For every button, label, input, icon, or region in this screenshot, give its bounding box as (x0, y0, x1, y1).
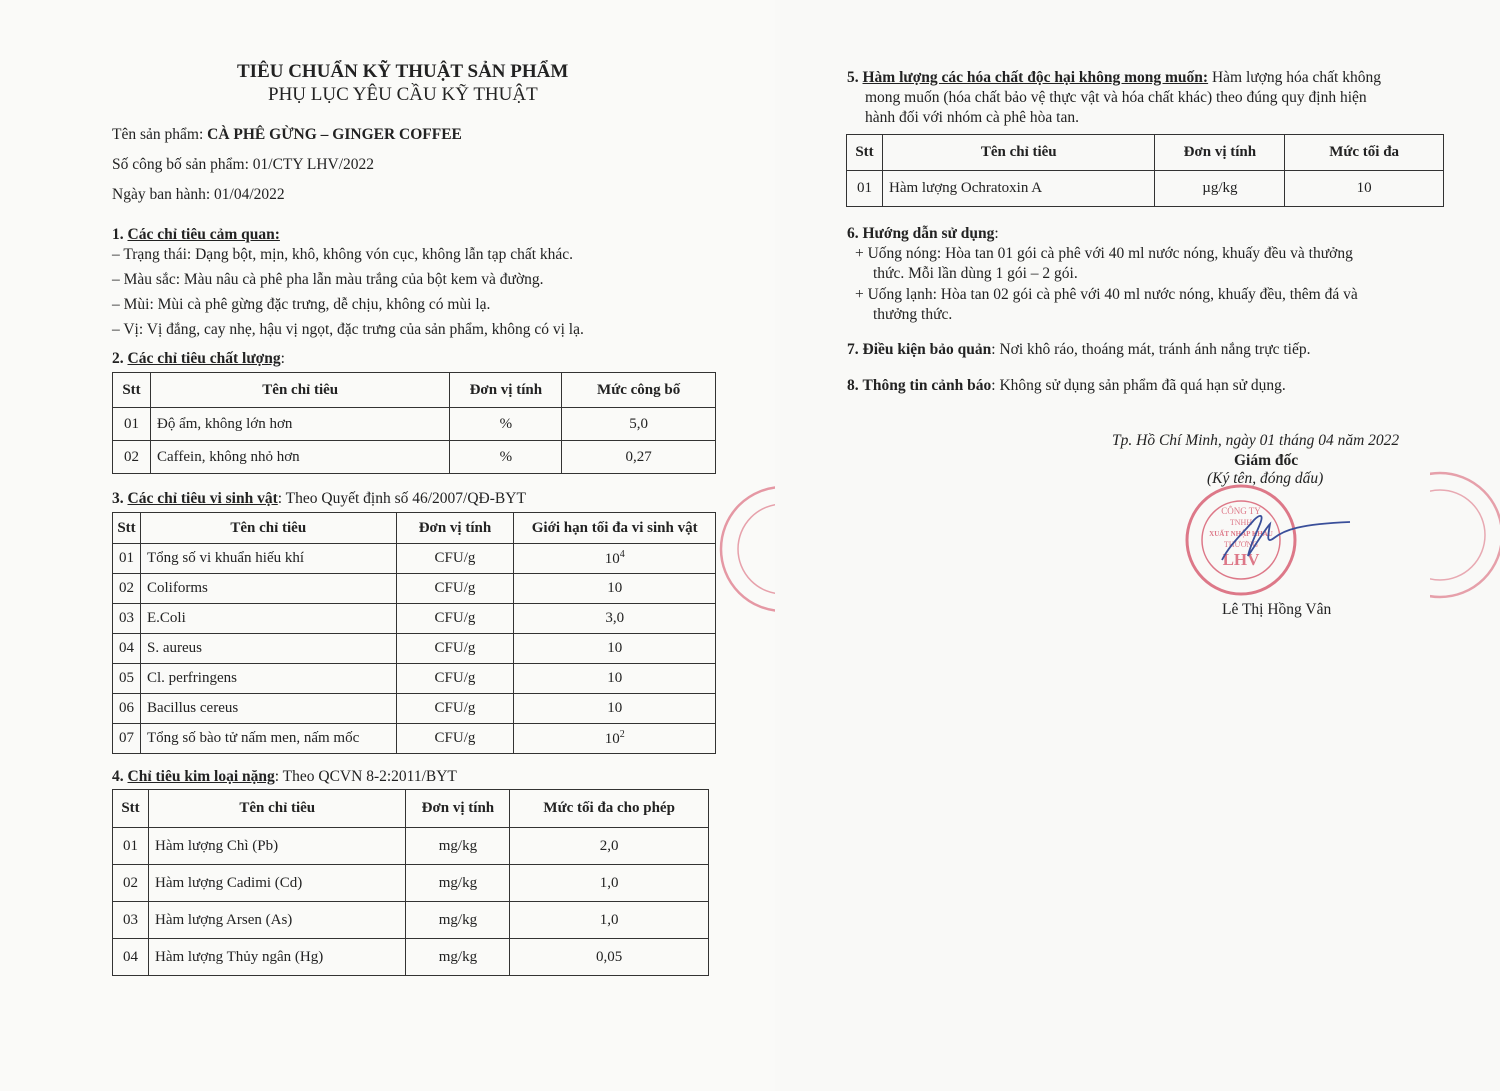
cell: 01 (113, 408, 151, 441)
cell: Tổng số bào tử nấm men, nấm mốc (140, 724, 396, 754)
cell: mg/kg (406, 902, 510, 939)
cell: 06 (113, 694, 141, 724)
sign-note: (Ký tên, đóng dấu) (1207, 470, 1324, 487)
cell: S. aureus (140, 634, 396, 664)
sec6-colon: : (994, 225, 999, 242)
cell: 10 (514, 664, 716, 694)
cell: 1,0 (510, 865, 709, 902)
sec3-heading (112, 490, 526, 508)
table-row (113, 408, 716, 441)
header-cell: Giới hạn tối đa vi sinh vật (514, 513, 716, 544)
cell: CFU/g (396, 664, 514, 694)
document-subtitle: PHỤ LỤC YÊU CẦU KỸ THUẬT (268, 84, 538, 105)
sec1-item: – Trạng thái: Dạng bột, mịn, khô, không vón cục, không lẫn tạp chất khác. (112, 246, 574, 263)
cell: µg/kg (1155, 171, 1285, 207)
place-date: Tp. Hồ Chí Minh, ngày 01 tháng 04 năm 2022 (1112, 432, 1400, 449)
cell: 10 (514, 634, 716, 664)
cell: 07 (113, 724, 141, 754)
company-stamp (1170, 484, 1355, 604)
stamp-line5: LHV (1222, 550, 1260, 569)
table-header-row (113, 513, 716, 544)
usage-cold: + Uống lạnh: Hòa tan 02 gói cà phê với 40 ml nước nóng, khuấy đều, thêm đá và (855, 286, 1358, 303)
stamp-line4: THƯƠNG (1223, 540, 1259, 549)
usage-hot: + Uống nóng: Hòa tan 01 gói cà phê với 40 ml nước nóng, khuấy đều và thưởng (855, 245, 1353, 262)
sec7-title: Điều kiện bảo quản (862, 341, 992, 358)
sec2-heading (112, 350, 285, 368)
header-cell: Tên chỉ tiêu (140, 513, 396, 544)
cell: 10 (1285, 171, 1444, 207)
sec2-colon: : (280, 350, 285, 367)
document-title: TIÊU CHUẨN KỸ THUẬT SẢN PHẨM (237, 61, 569, 82)
sec3-number: 3. (112, 490, 124, 507)
header-cell: Đơn vị tính (450, 373, 562, 408)
table-row (113, 604, 716, 634)
partial-stamp-right (1430, 465, 1500, 605)
usage-hot-cont: thức. Mỗi lần dùng 1 gói – 2 gói. (873, 265, 1078, 282)
date-value: 01/04/2022 (214, 186, 285, 203)
heavy-metal-table (112, 789, 709, 976)
cert-label: Số công bố sản phẩm: (112, 156, 249, 173)
table-row (113, 694, 716, 724)
cell: Hàm lượng Arsen (As) (148, 902, 406, 939)
stamp-line3: XUẤT NHẬP KHẨU (1209, 530, 1273, 538)
sec2-title: Các chỉ tiêu chất lượng (127, 350, 281, 367)
cell (514, 724, 716, 754)
cell: Cl. perfringens (140, 664, 396, 694)
cell: CFU/g (396, 544, 514, 574)
table-row (113, 574, 716, 604)
cell: Tổng số vi khuẩn hiếu khí (140, 544, 396, 574)
sec6-title: Hướng dẫn sử dụng (862, 225, 995, 242)
table-row (113, 828, 709, 865)
cell: 04 (113, 634, 141, 664)
cell: Hàm lượng Ochratoxin A (882, 171, 1155, 207)
partial-stamp-left (715, 478, 775, 620)
signer-role: Giám đốc (1234, 452, 1299, 469)
header-cell: Mức tối đa cho phép (510, 790, 709, 828)
header-cell: Tên chỉ tiêu (882, 135, 1155, 171)
header-cell: Stt (847, 135, 883, 171)
sec5-number: 5. (847, 69, 859, 86)
cell: 1,0 (510, 902, 709, 939)
header-cell: Stt (113, 513, 141, 544)
cell-base: 10 (604, 731, 620, 747)
cell: Bacillus cereus (140, 694, 396, 724)
cell-base: 10 (604, 551, 620, 567)
cell: 5,0 (562, 408, 716, 441)
sec1-heading (112, 226, 280, 244)
sec3-title: Các chỉ tiêu vi sinh vật (127, 490, 278, 507)
cell: 05 (113, 664, 141, 694)
table-row (113, 865, 709, 902)
sec5-heading (847, 69, 1381, 87)
cell: % (450, 441, 562, 474)
table-row (113, 902, 709, 939)
header-cell: Đơn vị tính (1155, 135, 1285, 171)
sec8-title: Thông tin cảnh báo (862, 377, 992, 394)
cell: 03 (113, 902, 149, 939)
cell: CFU/g (396, 724, 514, 754)
usage-cold-cont: thưởng thức. (873, 306, 953, 323)
cell-exponent: 2 (619, 729, 625, 740)
sec8-line (847, 377, 1286, 395)
table-row (113, 724, 716, 754)
date-label: Ngày ban hành: (112, 186, 211, 203)
cell: 3,0 (514, 604, 716, 634)
table-row (113, 664, 716, 694)
cell: 02 (113, 574, 141, 604)
sec5-text: mong muốn (hóa chất bảo vệ thực vật và hóa chất khác) theo đúng quy định hiện (865, 89, 1367, 106)
cell: mg/kg (406, 865, 510, 902)
sec7-number: 7. (847, 341, 859, 358)
cell: 02 (113, 865, 149, 902)
cell: CFU/g (396, 574, 514, 604)
sec4-heading (112, 768, 457, 786)
header-cell: Stt (113, 373, 151, 408)
cell: mg/kg (406, 939, 510, 976)
table-row (113, 544, 716, 574)
sec1-number: 1. (112, 226, 124, 243)
cell: 10 (514, 694, 716, 724)
quality-table (112, 372, 716, 474)
cell: 01 (113, 544, 141, 574)
sec1-item: – Màu sắc: Màu nâu cà phê pha lẫn màu trắng của bột kem và đường. (112, 271, 544, 288)
sec1-item: – Vị: Vị đắng, cay nhẹ, hậu vị ngọt, đặc trưng của sản phẩm, không có vị lạ. (112, 321, 584, 338)
cell: 0,05 (510, 939, 709, 976)
cell: CFU/g (396, 694, 514, 724)
cell (514, 544, 716, 574)
cell: CFU/g (396, 634, 514, 664)
table-row (113, 634, 716, 664)
signer-name: Lê Thị Hồng Vân (1222, 601, 1332, 618)
sec5-title: Hàm lượng các hóa chất độc hại không mong muốn: (862, 69, 1209, 86)
cell: 04 (113, 939, 149, 976)
cert-line (112, 156, 374, 174)
cell: 03 (113, 604, 141, 634)
table-header-row (847, 135, 1444, 171)
cell: 10 (514, 574, 716, 604)
sec1-title: Các chỉ tiêu cảm quan: (127, 226, 280, 243)
cell: % (450, 408, 562, 441)
stamp-line2: TNHH (1229, 518, 1253, 527)
sec3-note: : Theo Quyết định số 46/2007/QĐ-BYT (277, 490, 526, 507)
cell: 01 (113, 828, 149, 865)
sec8-number: 8. (847, 377, 859, 394)
sec4-note: : Theo QCVN 8-2:2011/BYT (274, 768, 457, 785)
sec8-text: : Không sử dụng sản phẩm đã quá hạn sử dụng. (991, 377, 1286, 394)
microbio-table (112, 512, 716, 754)
table-row (847, 171, 1444, 207)
sec5-text: Hàm lượng hóa chất không (1211, 69, 1381, 86)
cert-value: 01/CTY LHV/2022 (252, 156, 375, 173)
table-row (113, 441, 716, 474)
header-cell: Mức công bố (562, 373, 716, 408)
sec5-text: hành đối với nhóm cà phê hòa tan. (865, 109, 1079, 126)
sec6-number: 6. (847, 225, 859, 242)
sec2-number: 2. (112, 350, 124, 367)
header-cell: Stt (113, 790, 149, 828)
date-line (112, 186, 285, 204)
header-cell: Tên chỉ tiêu (148, 790, 406, 828)
right-page (775, 0, 1500, 1091)
header-cell: Tên chỉ tiêu (150, 373, 449, 408)
cell: Caffein, không nhỏ hơn (150, 441, 449, 474)
table-header-row (113, 790, 709, 828)
cell: Coliforms (140, 574, 396, 604)
header-cell: Mức tối đa (1285, 135, 1444, 171)
sec6-heading (847, 225, 999, 243)
sec7-text: : Nơi khô ráo, thoáng mát, tránh ánh nắng trực tiếp. (991, 341, 1311, 358)
product-name: CÀ PHÊ GỪNG – GINGER COFFEE (207, 126, 462, 143)
sec1-item: – Mùi: Mùi cà phê gừng đặc trưng, dễ chịu, không có mùi lạ. (112, 296, 491, 313)
cell: 2,0 (510, 828, 709, 865)
header-cell: Đơn vị tính (396, 513, 514, 544)
cell-exponent: 4 (619, 549, 625, 560)
cell: 02 (113, 441, 151, 474)
sec7-line (847, 341, 1311, 359)
table-row (113, 939, 709, 976)
cell: Hàm lượng Thủy ngân (Hg) (148, 939, 406, 976)
stamp-line1: CÔNG TY (1221, 506, 1261, 516)
cell: Hàm lượng Chì (Pb) (148, 828, 406, 865)
cell: CFU/g (396, 604, 514, 634)
cell: Độ ẩm, không lớn hơn (150, 408, 449, 441)
header-cell: Đơn vị tính (406, 790, 510, 828)
cell: 0,27 (562, 441, 716, 474)
cell: Hàm lượng Cadimi (Cd) (148, 865, 406, 902)
cell: 01 (847, 171, 883, 207)
product-line (112, 126, 462, 144)
cell: mg/kg (406, 828, 510, 865)
sec4-number: 4. (112, 768, 124, 785)
product-label: Tên sản phẩm: (112, 126, 204, 143)
toxin-table (846, 134, 1444, 207)
cell: E.Coli (140, 604, 396, 634)
sec4-title: Chỉ tiêu kim loại nặng (127, 768, 275, 785)
table-header-row (113, 373, 716, 408)
